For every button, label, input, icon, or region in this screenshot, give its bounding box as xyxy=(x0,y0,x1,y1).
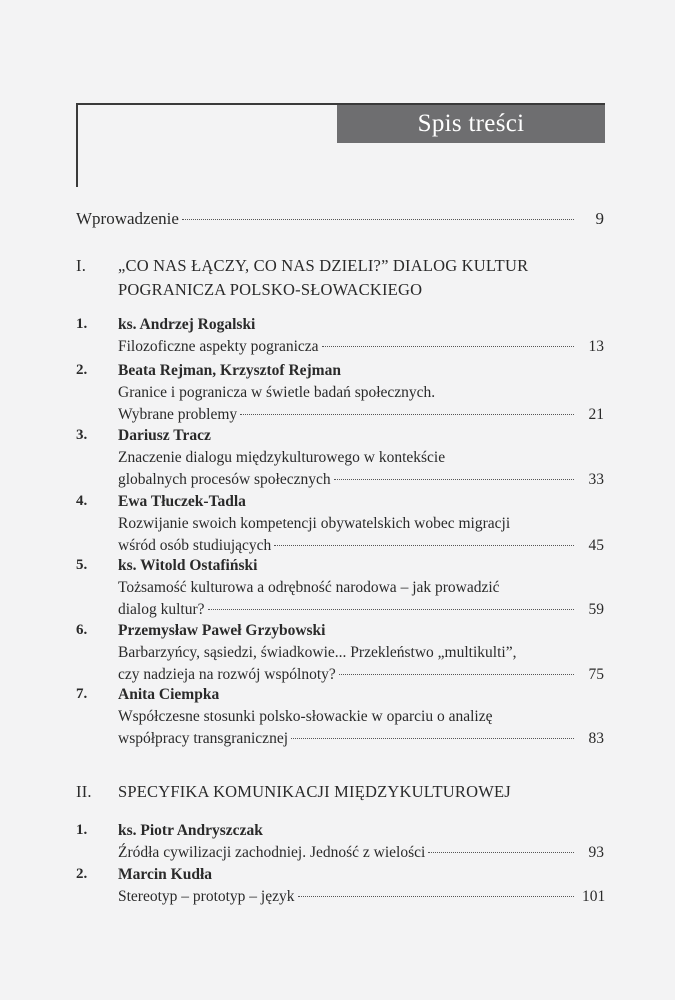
toc-entry-author: Dariusz Tracz xyxy=(118,427,211,444)
dot-leader xyxy=(428,852,574,853)
toc-entry-title-line: Barbarzyńcy, sąsiedzi, świadkowie... Przekleństwo „multikulti”, xyxy=(118,644,517,661)
toc-entry-author: ks. Andrzej Rogalski xyxy=(118,316,256,333)
toc-entry-title-text: wśród osób studiujących xyxy=(118,537,272,554)
toc-entry-page: 33 xyxy=(588,471,604,488)
toc-entry-number: 2. xyxy=(76,866,88,882)
toc-entry-title-text: Stereotyp – prototyp – język xyxy=(118,888,295,905)
dot-leader xyxy=(240,414,574,415)
toc-part-title xyxy=(118,254,588,302)
toc-entry-author: Marcin Kudła xyxy=(118,866,213,883)
dot-leader xyxy=(334,479,574,480)
toc-entry-number: 5. xyxy=(76,557,88,573)
toc-entry-last-line[interactable] xyxy=(118,471,604,489)
toc-entry-page: 45 xyxy=(588,537,604,554)
toc-part-numeral: II. xyxy=(76,782,92,801)
toc-entry-author: Przemysław Paweł Grzybowski xyxy=(118,622,326,639)
dot-leader xyxy=(322,346,574,347)
toc-entry-page: 93 xyxy=(588,844,604,861)
toc-part-title-line: „CO NAS ŁĄCZY, CO NAS DZIELI?” DIALOG KULTUR xyxy=(118,256,529,275)
toc-entry-last-line[interactable] xyxy=(118,406,604,424)
toc-entry-number: 3. xyxy=(76,427,88,443)
toc-part-title-line: POGRANICZA POLSKO-SŁOWACKIEGO xyxy=(118,280,423,299)
toc-entry-number: 2. xyxy=(76,362,88,378)
toc-entry-title-text: Filozoficzne aspekty pogranicza xyxy=(118,338,319,355)
toc-entry-title-text: Wybrane problemy xyxy=(118,406,238,423)
toc-entry-page: 13 xyxy=(588,338,604,355)
toc-entry-title-text: czy nadzieja na rozwój wspólnoty? xyxy=(118,666,336,683)
toc-entry-number: 4. xyxy=(76,493,88,509)
toc-entry-last-line[interactable] xyxy=(118,338,604,356)
toc-part-numeral: I. xyxy=(76,256,87,275)
toc-entry-title-line: Granice i pogranicza w świetle badań społecznych. xyxy=(118,384,436,401)
dot-leader xyxy=(339,674,574,675)
toc-entry-title-text: Źródła cywilizacji zachodniej. Jedność z wielości xyxy=(118,844,426,861)
toc-entry-page: 75 xyxy=(588,666,604,683)
toc-entry-number: 6. xyxy=(76,622,88,638)
toc-entry-page: 59 xyxy=(588,601,604,618)
toc-entry-author: Beata Rejman, Krzysztof Rejman xyxy=(118,362,341,379)
toc-entry-title-line: Współczesne stosunki polsko-słowackie w oparciu o analizę xyxy=(118,708,493,725)
toc-entry-last-line[interactable] xyxy=(118,730,604,748)
page-title: Spis treści xyxy=(337,105,605,143)
toc-entry-author: ks. Piotr Andryszczak xyxy=(118,822,263,839)
toc-entry-last-line[interactable] xyxy=(118,601,604,619)
toc-entry-last-line[interactable] xyxy=(118,888,604,906)
dot-leader xyxy=(291,738,574,739)
toc-entry-page: 101 xyxy=(582,888,606,905)
toc-entry-page: 21 xyxy=(588,406,604,423)
dot-leader xyxy=(298,896,575,897)
toc-entry-last-line[interactable] xyxy=(118,537,604,555)
toc-entry-title-line: Znaczenie dialogu międzykulturowego w kontekście xyxy=(118,449,446,466)
toc-intro-entry[interactable] xyxy=(76,209,604,229)
toc-entry-title-text: globalnych procesów społecznych xyxy=(118,471,331,488)
toc-entry-number: 7. xyxy=(76,686,88,702)
dot-leader xyxy=(208,609,574,610)
toc-part-title xyxy=(118,780,588,804)
toc-intro-label: Wprowadzenie xyxy=(76,209,179,228)
toc-entry-title-line: Rozwijanie swoich kompetencji obywatelskich wobec migracji xyxy=(118,515,511,532)
toc-entry-title-text: współpracy transgranicznej xyxy=(118,730,289,747)
toc-entry-number: 1. xyxy=(76,822,88,838)
toc-entry-number: 1. xyxy=(76,316,88,332)
toc-entry-title-line: Tożsamość kulturowa a odrębność narodowa – jak prowadzić xyxy=(118,579,500,596)
toc-entry-author: Ewa Tłuczek-Tadla xyxy=(118,493,246,510)
toc-entry-last-line[interactable] xyxy=(118,666,604,684)
dot-leader xyxy=(274,545,574,546)
toc-entry-title-text: dialog kultur? xyxy=(118,601,205,618)
toc-entry-author: ks. Witold Ostafiński xyxy=(118,557,258,574)
toc-entry-last-line[interactable] xyxy=(118,844,604,862)
toc-intro-page: 9 xyxy=(595,209,604,228)
toc-entry-page: 83 xyxy=(588,730,604,747)
toc-part-title-line: SPECYFIKA KOMUNIKACJI MIĘDZYKULTUROWEJ xyxy=(118,782,511,801)
toc-entry-author: Anita Ciempka xyxy=(118,686,220,703)
dot-leader xyxy=(182,219,574,220)
